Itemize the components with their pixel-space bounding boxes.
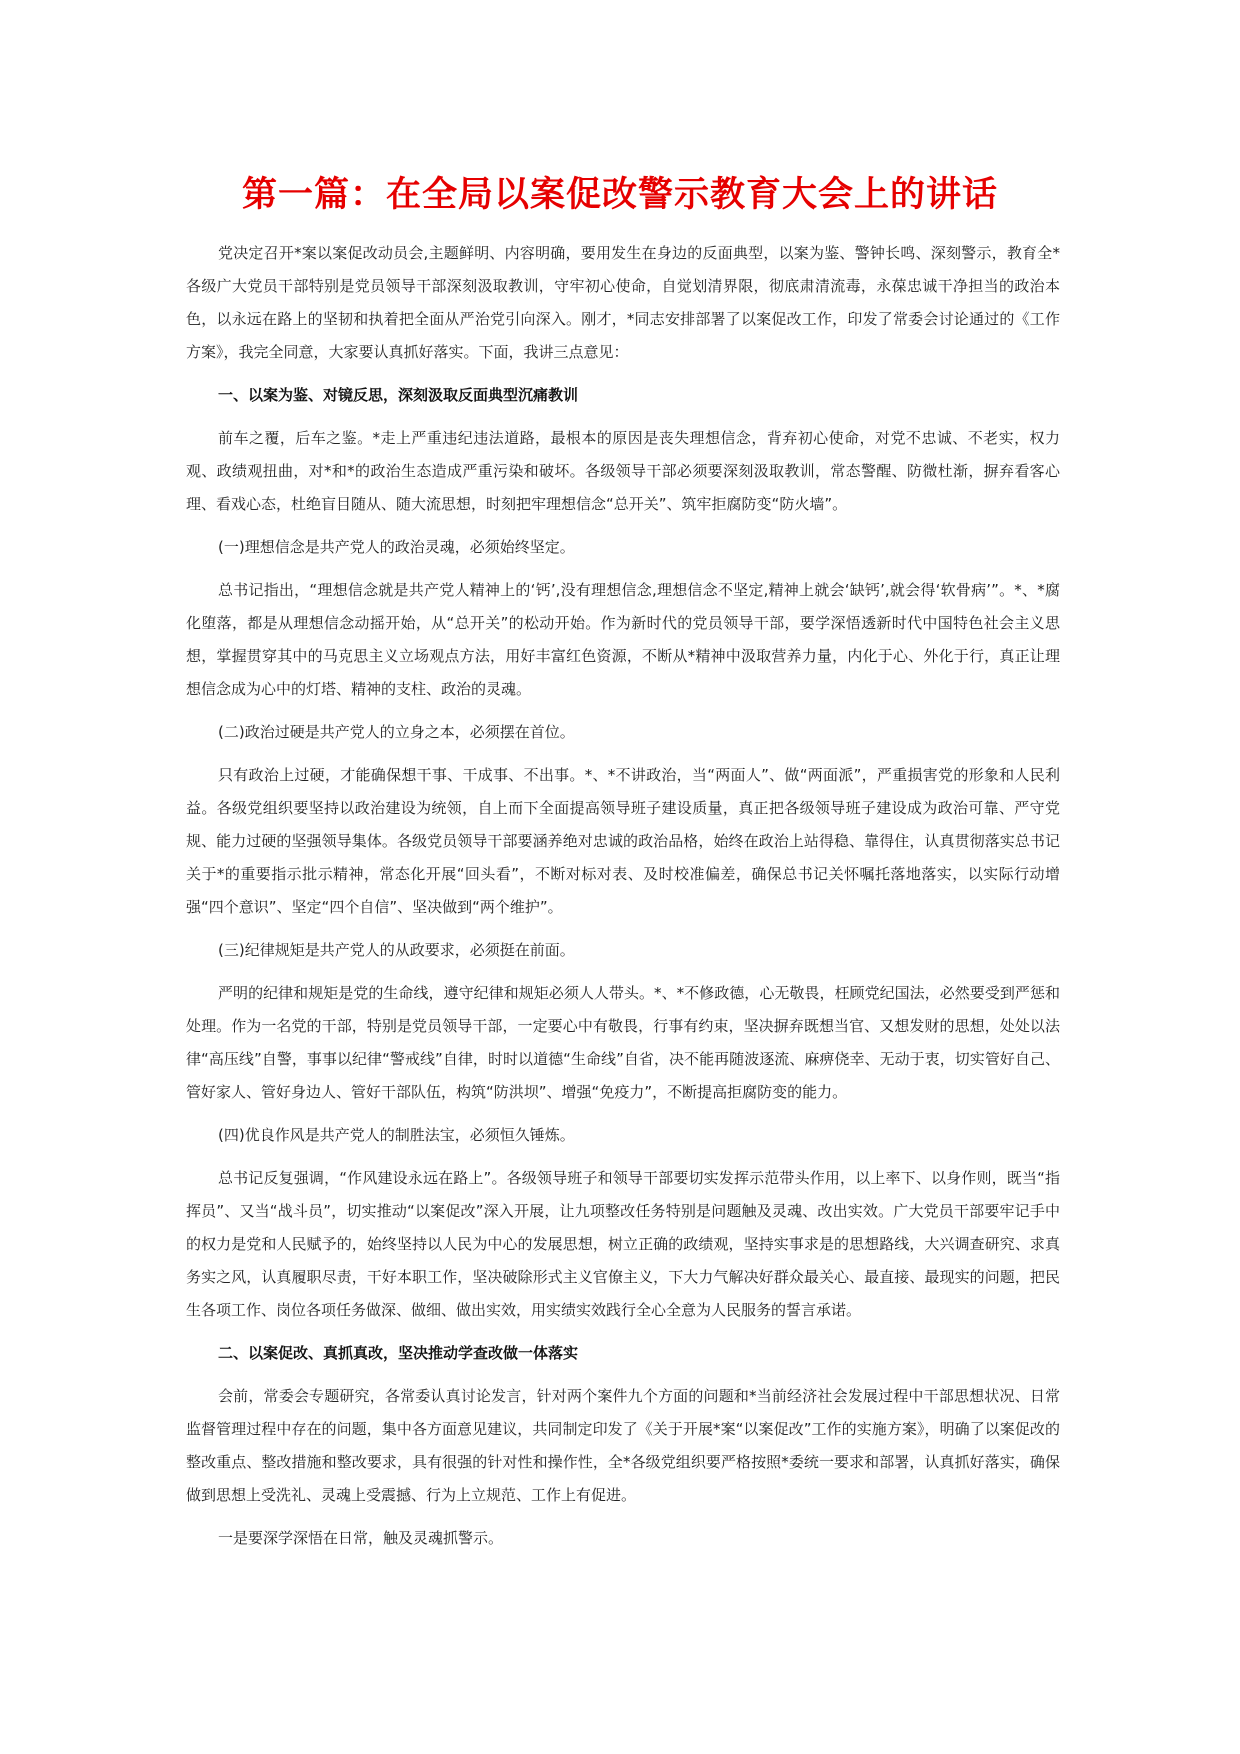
body-paragraph: 一是要深学深悟在日常，触及灵魂抓警示。 [218,1529,504,1547]
section-heading: 一、以案为鉴、对镜反思，深刻汲取反面典型沉痛教训 [218,386,579,404]
body-paragraph: (一)理想信念是共产党人的政治灵魂，必须始终坚定。 [218,538,575,556]
body-paragraph: 前车之覆，后车之鉴。*走上严重违纪违法道路，最根本的原因是丧失理想信念，背弃初心使命，对党不忠诚、不老实，权力观、政绩观扭曲，对*和*的政治生态造成严重污染和破坏。各级领导干部必须要深刻汲取教训，常态警醒、防微杜渐，摒弃看客心理、看戏心态，杜绝盲目随从、随大流思想，时刻把牢理想信念“总开关”、筑牢拒腐防变“防火墙”。 [186,429,1060,513]
body-paragraph: 总书记指出，“理想信念就是共产党人精神上的‘钙’,没有理想信念,理想信念不坚定,精神上就会‘缺钙’,就会得‘软骨病’”。*、*腐化堕落，都是从理想信念动摇开始，从“总开关”的松动开始。作为新时代的党员领导干部，要学深悟透新时代中国特色社会主义思想，掌握贯穿其中的马克思主义立场观点方法，用好丰富红色资源，不断从*精神中汲取营养力量，内化于心、外化于行，真正让理想信念成为心中的灯塔、精神的支柱、政治的灵魂。 [186,581,1060,698]
body-paragraph: 只有政治上过硬，才能确保想干事、干成事、不出事。*、*不讲政治，当“两面人”、做“两面派”，严重损害党的形象和人民利益。各级党组织要坚持以政治建设为统领，自上而下全面提高领导班子建设质量，真正把各级领导班子建设成为政治可靠、严守党规、能力过硬的坚强领导集体。各级党员领导干部要涵养绝对忠诚的政治品格，始终在政治上站得稳、靠得住，认真贯彻落实总书记关于*的重要指示批示精神，常态化开展“回头看”，不断对标对表、及时校准偏差，确保总书记关怀嘱托落地落实，以实际行动增强“四个意识”、坚定“四个自信”、坚决做到“两个维护”。 [186,766,1060,916]
body-paragraph: 会前，常委会专题研究，各常委认真讨论发言，针对两个案件九个方面的问题和*当前经济社会发展过程中干部思想状况、日常监督管理过程中存在的问题，集中各方面意见建议，共同制定印发了《关于开展*案“以案促改”工作的实施方案》，明确了以案促改的整改重点、整改措施和整改要求，具有很强的针对性和操作性，全*各级党组织要严格按照*委统一要求和部署，认真抓好落实，确保做到思想上受洗礼、灵魂上受震撼、行为上立规范、工作上有促进。 [186,1387,1060,1504]
body-paragraph: (四)优良作风是共产党人的制胜法宝，必须恒久锤炼。 [218,1126,575,1144]
body-paragraph: 严明的纪律和规矩是党的生命线，遵守纪律和规矩必须人人带头。*、*不修政德，心无敬畏，枉顾党纪国法，必然要受到严惩和处理。作为一名党的干部，特别是党员领导干部，一定要心中有敬畏，行事有约束，坚决摒弃既想当官、又想发财的思想，处处以法律“高压线”自警，事事以纪律“警戒线”自律，时时以道德“生命线”自省，决不能再随波逐流、麻痹侥幸、无动于衷，切实管好自己、管好家人、管好身边人、管好干部队伍，构筑“防洪坝”、增强“免疫力”，不断提高拒腐防变的能力。 [186,984,1060,1101]
body-paragraph: (三)纪律规矩是共产党人的从政要求，必须挺在前面。 [218,941,575,959]
body-paragraph: 党决定召开*案以案促改动员会,主题鲜明、内容明确，要用发生在身边的反面典型，以案为鉴、警钟长鸣、深刻警示，教育全*各级广大党员干部特别是党员领导干部深刻汲取教训，守牢初心使命，自觉划清界限，彻底肃清流毒，永葆忠诚干净担当的政治本色，以永远在路上的坚韧和执着把全面从严治党引向深入。刚才，*同志安排部署了以案促改工作，印发了常委会讨论通过的《工作方案》，我完全同意，大家要认真抓好落实。下面，我讲三点意见： [186,244,1060,361]
section-heading: 二、以案促改、真抓真改，坚决推动学查改做一体落实 [218,1344,579,1362]
document-body [186,237,1060,1565]
body-paragraph: 总书记反复强调，“作风建设永远在路上”。各级领导班子和领导干部要切实发挥示范带头作用，以上率下、以身作则，既当“指挥员”、又当“战斗员”，切实推动“以案促改”深入开展，让九项整改任务特别是问题触及灵魂、改出实效。广大党员干部要牢记手中的权力是党和人民赋予的，始终坚持以人民为中心的发展思想，树立正确的政绩观，坚持实事求是的思想路线，大兴调查研究、求真务实之风，认真履职尽责，干好本职工作，坚决破除形式主义官僚主义，下大力气解决好群众最关心、最直接、最现实的问题，把民生各项工作、岗位各项任务做深、做细、做出实效，用实绩实效践行全心全意为人民服务的誓言承诺。 [186,1169,1060,1319]
body-paragraph: (二)政治过硬是共产党人的立身之本，必须摆在首位。 [218,723,575,741]
document-title: 第一篇：在全局以案促改警示教育大会上的讲话 [241,175,998,215]
